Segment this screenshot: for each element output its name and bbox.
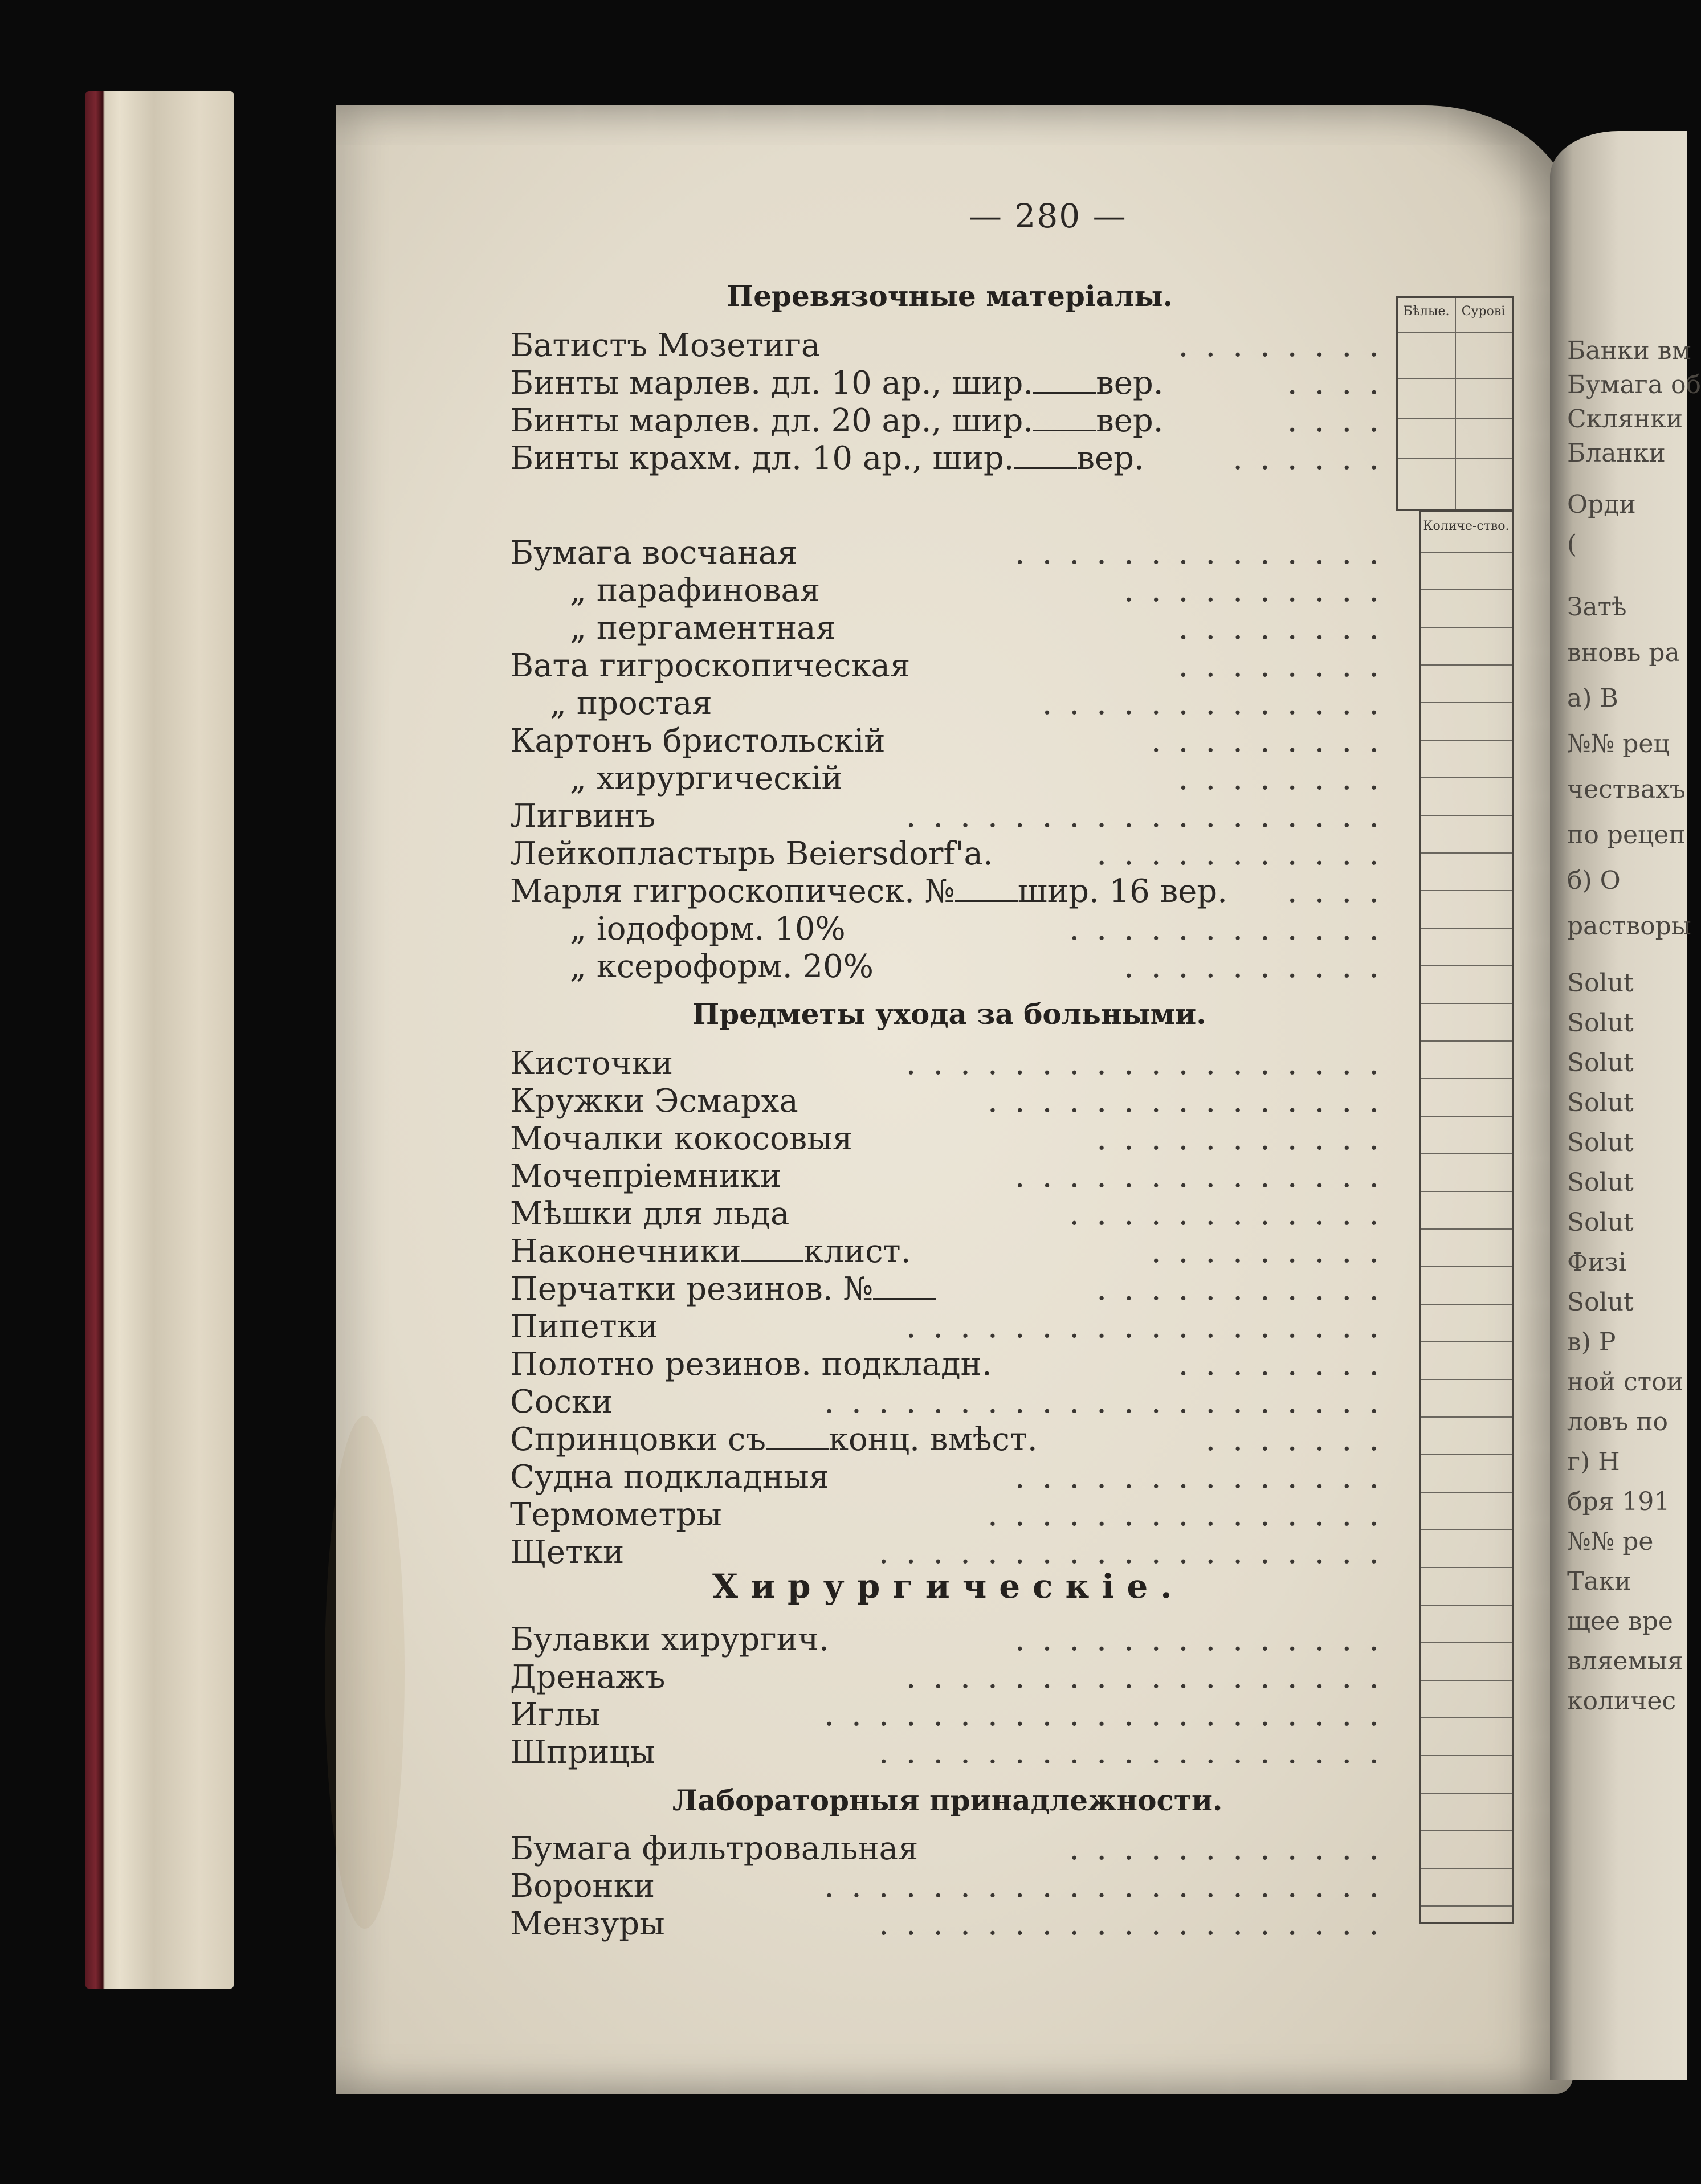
list-item: „ пергаментная ........ [570,610,1396,647]
facing-page-line: Затѣ [1567,593,1627,622]
grid-rule [1421,1341,1512,1342]
facing-page-line: бря 191 [1567,1487,1670,1516]
list-item: Бинты крахм. дл. 10 ар., шир. вер. ...... [510,440,1396,477]
grid-rule [1421,1755,1512,1756]
list-item: „ парафиновая .......... [570,572,1396,609]
grid-rule [1421,627,1512,628]
facing-page-line: Solut [1567,1168,1634,1197]
list-item: Кисточки .................. [510,1045,1396,1082]
list-item: Кружки Эсмарха ............... [510,1083,1396,1120]
facing-page-line: Бланки [1567,439,1666,468]
list-item: Вата гигроскопическая ........ [510,647,1396,684]
column-grid-quantity [1419,510,1514,1924]
column-label-quantity: Количе-ство. [1423,519,1510,533]
list-item: Лигвинъ .................. [510,798,1396,835]
facing-page-line: Solut [1567,1009,1634,1038]
list-item: Термометры ............... [510,1496,1396,1533]
facing-page-line: Solut [1567,1208,1634,1237]
facing-page-line: ( [1567,530,1577,559]
facing-page [1550,131,1701,2080]
blank-line [1033,405,1096,431]
grid-rule [1421,1304,1512,1305]
list-item: Мочалки кокосовыя ........... [510,1120,1396,1157]
facing-page-line: Бумага об [1567,370,1701,399]
list-item: Воронки ..................... [510,1868,1396,1905]
facing-page-line: ной стои [1567,1367,1683,1397]
list-item: Полотно резинов. подкладн. ........ [510,1346,1396,1383]
list-item: Бинты марлев. дл. 10 ар., шир. вер. .... [510,365,1396,402]
list-item: Шприцы ................... [510,1734,1396,1771]
facing-page-line: Орди [1567,490,1636,519]
grid-rule [1421,1228,1512,1230]
facing-page-line: щее вре [1567,1607,1673,1636]
blank-line [873,1273,936,1300]
column-label-belye: Бѣлые. [1403,304,1450,319]
grid-rule [1421,589,1512,590]
section-heading-dressings: Перевязочные матеріалы. [727,279,1173,313]
facing-page-line: №№ ре [1567,1527,1654,1556]
grid-rule [1421,1078,1512,1079]
list-item: Картонъ бристольскій ......... [510,722,1396,760]
list-item: Бинты марлев. дл. 20 ар., шир. вер. .... [510,402,1396,439]
facing-page-line: Склянки [1567,405,1683,434]
grid-rule [1421,1529,1512,1530]
grid-rule [1421,1830,1512,1831]
facing-page-line: №№ рец [1567,729,1670,758]
facing-page-line: б) О [1567,866,1621,895]
page-number: — 280 — [969,197,1127,235]
facing-page-line: Solut [1567,969,1634,998]
facing-page-line: вляемыя [1567,1647,1683,1676]
grid-rule [1421,1379,1512,1380]
facing-page-line: в) Р [1567,1328,1616,1357]
grid-rule [1421,1680,1512,1681]
grid-rule [1421,1567,1512,1568]
grid-rule [1421,664,1512,666]
grid-rule [1421,1040,1512,1042]
column-grid-top [1396,296,1514,511]
blank-line [1014,442,1077,469]
section-heading-laboratory: Лабораторныя принадлежности. [672,1783,1223,1817]
facing-page-line: Solut [1567,1288,1634,1317]
list-item: Булавки хирургич. .............. [510,1621,1396,1658]
grid-rule [1421,552,1512,553]
facing-page-line: по рецеп [1567,820,1686,850]
grid-rule [1421,1454,1512,1455]
grid-rule [1421,1793,1512,1794]
grid-rule [1421,1116,1512,1117]
section-heading-surgical: Хирургическіе. [712,1567,1185,1606]
list-item: „ іодоформ. 10% ............ [570,911,1396,948]
list-item: „ ксероформ. 20% .......... [570,948,1396,985]
grid-rule [1421,928,1512,929]
grid-rule [1421,1868,1512,1869]
blank-line [955,875,1018,902]
facing-page-line: чествахъ [1567,775,1686,804]
list-item: „ простая ............. [550,685,1396,722]
grid-rule [1421,1717,1512,1718]
grid-rule [1421,852,1512,854]
column-label-suroy: Сурові [1461,304,1506,319]
grid-rule [1421,1492,1512,1493]
grid-rule [1421,1605,1512,1606]
book-edge [85,91,234,1989]
grid-rule [1421,740,1512,741]
facing-page-line: Банки вм [1567,336,1691,365]
list-item: Пипетки .................. [510,1308,1396,1345]
grid-rule [1421,1153,1512,1154]
list-item: Мѣшки для льда ............ [510,1195,1396,1232]
facing-page-line: Solut [1567,1048,1634,1077]
list-item: Мочепріемники .............. [510,1158,1396,1195]
facing-page-line: вновь ра [1567,638,1680,667]
grid-rule [1421,1191,1512,1192]
list-item: „ хирургическій ........ [570,760,1396,797]
grid-rule [1421,1003,1512,1004]
list-item: Батистъ Мозетига ........ [510,327,1396,364]
list-item: Иглы ..................... [510,1696,1396,1733]
list-item: Спринцовки съ конц. вмѣст. ....... [510,1421,1396,1458]
facing-page-line: Solut [1567,1088,1634,1117]
list-item: Наконечники клист. ......... [510,1233,1396,1270]
grid-rule [1421,1905,1512,1907]
list-item: Марля гигроскопическ. № шир. 16 вер. .... [510,873,1396,910]
facing-page-line: количес [1567,1687,1676,1716]
list-item: Бумага восчаная .............. [510,534,1396,571]
facing-page-line: Физі [1567,1248,1626,1277]
facing-page-line: растворы [1567,912,1691,941]
facing-page-line: г) Н [1567,1447,1620,1476]
list-item: Соски ..................... [510,1383,1396,1420]
grid-rule [1421,1266,1512,1267]
list-item: Судна подкладныя .............. [510,1459,1396,1496]
grid-rule [1421,890,1512,891]
facing-page-line: Таки [1567,1567,1631,1596]
grid-rule [1421,1642,1512,1643]
page-stain [325,1416,405,1929]
list-item: Мензуры ................... [510,1905,1396,1942]
section-heading-patient-care: Предметы ухода за больными. [692,997,1206,1031]
list-item: Бумага фильтровальная ............ [510,1830,1396,1867]
grid-rule [1421,965,1512,966]
list-item: Перчатки резинов. № ........... [510,1271,1396,1308]
facing-page-line: ловъ по [1567,1407,1669,1436]
grid-rule [1421,815,1512,816]
grid-rule [1421,1416,1512,1418]
list-item: Дренажъ .................. [510,1659,1396,1696]
blank-line [766,1423,829,1450]
blank-line [1033,367,1096,394]
facing-page-line: а) В [1567,684,1618,713]
facing-page-line: Solut [1567,1128,1634,1157]
grid-rule [1421,702,1512,703]
grid-rule [1421,777,1512,778]
list-item: Лейкопластырь Beiersdorf'a. ........... [510,835,1396,872]
list-item: Щетки ................... [510,1534,1396,1571]
blank-line [741,1235,803,1262]
